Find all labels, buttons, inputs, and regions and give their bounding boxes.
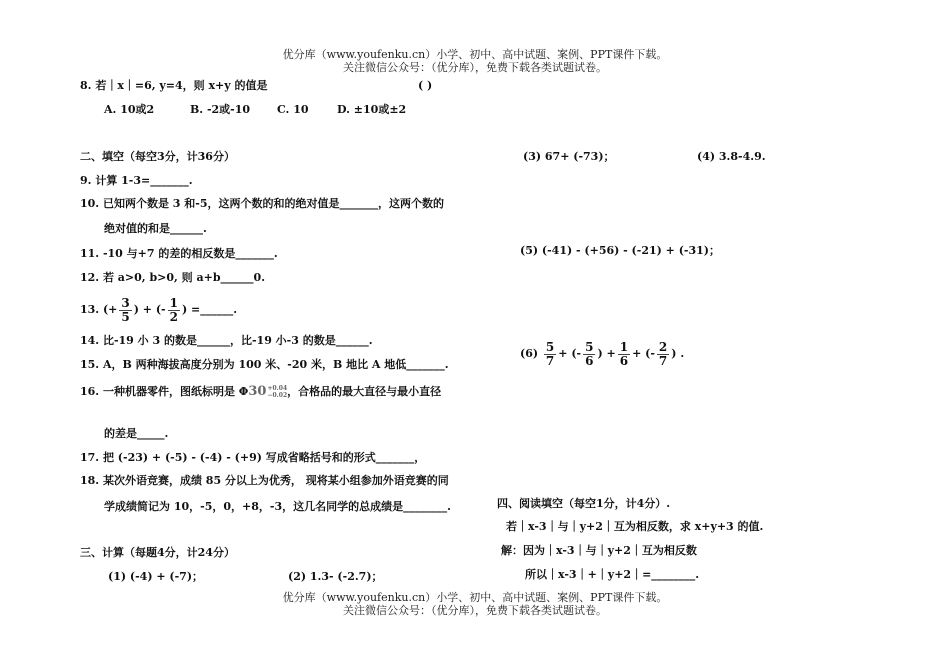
c6-op1: + (- [558,347,582,360]
c6-frac3-numerator: 1 [619,339,629,354]
page-header-line2: 关注微信公众号：（优分库），免费下载各类试题试卷。 [343,61,607,74]
q16-upper-tolerance: +0.04 [267,385,288,392]
question-18-line1: 18. 某次外语竞赛，成绩 85 分以上为优秀， 现将某小组参加外语竞赛的同 [80,474,449,487]
c6-label: (6) [520,347,539,360]
q16-tolerance [267,385,287,399]
q8-option-a: A. 10或2 [104,103,155,116]
q16-prefix: 16. 一种机器零件，图纸标明是 Φ [80,385,249,398]
q8-option-d: D. ±10或±2 [337,103,407,116]
question-16-line2: 的差是_____. [104,427,169,440]
q13-frac1-denominator: 5 [121,309,130,324]
c6-frac2-denominator: 6 [585,353,594,368]
question-14: 14. 比-19 小 3 的数是______，比-19 小-3 的数是______. [80,334,373,347]
c6-fraction-1 [544,341,556,368]
page-footer-line1: 优分库（www.youfenku.cn）小学、初中、高中试题、案例、PPT课件下载。 [282,591,668,604]
q13-prefix: 13. (+ [80,303,118,316]
calc-2: (2) 1.3- (-2.7)； [288,570,383,583]
q8-option-c: C. 10 [277,103,309,116]
q13-mid: ) + (- [133,303,166,316]
question-16 [80,381,441,403]
calc-3: (3) 67+ (-73)； [523,150,615,163]
c6-fraction-3 [618,341,630,368]
question-13 [80,293,237,326]
c6-frac2-numerator: 5 [585,339,594,354]
q16-suffix: ，合格品的最大直径与最小直径 [287,385,442,398]
q13-frac1-numerator: 3 [121,295,130,310]
c6-op2: ) + [597,347,616,360]
c6-end: ) . [671,347,685,360]
reading-question: 若｜x-3｜与｜y+2｜互为相反数，求 x+y+3 的值. [506,520,764,533]
c6-fraction-2 [583,341,595,368]
q13-fraction-2 [168,297,180,324]
q13-fraction-1 [119,297,131,324]
reading-solution-line1: 解：因为｜x-3｜与｜y+2｜互为相反数 [501,544,697,557]
question-18-line2: 学成绩简记为 10，-5，0，+8，-3，这几名同学的总成绩是________. [104,500,451,513]
q16-lower-tolerance: −0.02 [267,392,288,399]
section-2-title: 二、填空（每空3分，计36分） [80,150,235,163]
section-3-title: 三、计算（每题4分，计24分） [80,546,235,559]
calc-6 [520,337,684,370]
question-8-answer-paren: ( ) [418,79,433,92]
page-footer-line2: 关注微信公众号：（优分库），免费下载各类试题试卷。 [343,604,607,617]
calc-4: (4) 3.8-4.9. [697,150,766,163]
c6-frac4-numerator: 2 [658,339,668,354]
question-17: 17. 把 (-23) + (-5) - (-4) - (+9) 写成省略括号和的形式_______， [80,451,426,464]
calc-1: (1) (-4) + (-7)； [108,570,204,583]
c6-frac1-denominator: 7 [545,353,555,368]
q13-suffix: ) =______. [181,303,238,316]
question-11: 11. -10 与+7 的差的相反数是_______. [80,247,278,260]
q16-nominal-diameter: 30 [248,384,267,399]
calc-5: (5) (-41) - (+56) - (-21) + (-31)； [520,244,720,257]
c6-frac1-numerator: 5 [545,339,555,354]
question-10-line1: 10. 已知两个数是 3 和-5，这两个数的和的绝对值是_______，这两个数的 [80,197,444,210]
q13-frac2-denominator: 2 [169,309,178,324]
reading-solution-line2: 所以｜x-3｜+｜y+2｜=________. [525,568,700,581]
q13-frac2-numerator: 1 [169,295,178,310]
page-header-line1: 优分库（www.youfenku.cn）小学、初中、高中试题、案例、PPT课件下载。 [282,48,668,61]
question-12: 12. 若 a>0, b>0, 则 a+b______0. [80,271,266,284]
question-10-line2: 绝对值的和是______. [104,222,207,235]
q8-option-b: B. -2或-10 [190,103,251,116]
question-9: 9. 计算 1-3=_______. [80,174,193,187]
question-15: 15. A，B 两种海拔高度分别为 100 米、-20 米，B 地比 A 地低_______. [80,358,449,371]
c6-fraction-4 [657,341,669,368]
c6-frac3-denominator: 6 [619,353,629,368]
section-4-title: 四、阅读填空（每空1分，计4分）. [497,497,671,510]
c6-frac4-denominator: 7 [658,353,668,368]
question-8: 8. 若｜x｜=6, y=4，则 x+y 的值是 [80,79,268,92]
c6-op3: + (- [632,347,655,360]
